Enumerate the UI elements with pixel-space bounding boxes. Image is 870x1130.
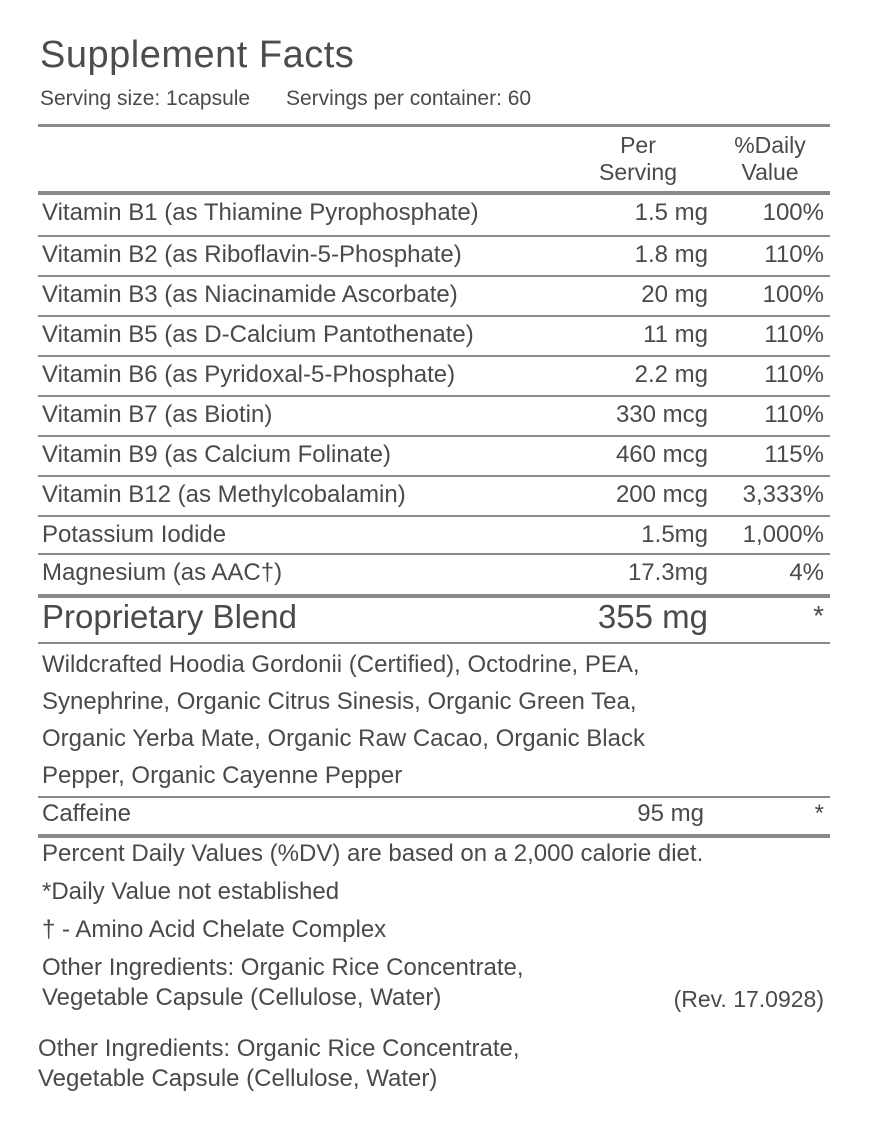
nutrient-name: Vitamin B2 (as Riboflavin-5-Phosphate)	[42, 241, 462, 268]
other-ingredients-block	[38, 1034, 520, 1094]
nutrient-name: Vitamin B3 (as Niacinamide Ascorbate)	[42, 281, 458, 308]
nutrient-amount: 460 mcg	[615, 441, 708, 468]
footnote-percent-dv: Percent Daily Values (%DV) are based on a 2,000 calorie diet.	[42, 840, 704, 867]
col-header-daily-value	[722, 132, 818, 186]
blend-rule	[38, 642, 830, 644]
servings-per-container: Servings per container: 60	[285, 87, 532, 110]
nutrient-daily-value: 3,333%	[742, 481, 824, 508]
top-rule	[38, 124, 830, 127]
blend-amount: 355 mg	[597, 598, 708, 635]
nutrient-name: Vitamin B5 (as D-Calcium Pantothenate)	[42, 321, 474, 348]
nutrient-row	[38, 357, 830, 397]
nutrient-name: Potassium Iodide	[42, 521, 227, 548]
nutrient-daily-value: 100%	[762, 281, 824, 308]
footnote-other-ingredients-line1: Other Ingredients: Organic Rice Concentrate,	[42, 954, 524, 981]
col-header-amount-line1: Per	[620, 132, 656, 158]
nutrient-name: Vitamin B1 (as Thiamine Pyrophosphate)	[42, 199, 479, 226]
nutrient-amount: 1.5 mg	[634, 199, 708, 226]
col-header-dv-line1: %Daily	[734, 132, 806, 158]
nutrient-amount: 200 mcg	[615, 481, 708, 508]
footnote-rule	[38, 834, 830, 838]
nutrient-daily-value: 100%	[762, 199, 824, 226]
nutrient-amount: 2.2 mg	[634, 361, 708, 388]
other-ingredients-line1: Other Ingredients: Organic Rice Concentrate,	[38, 1035, 520, 1062]
nutrient-row	[38, 477, 830, 517]
serving-size: Serving size: 1capsule	[40, 87, 251, 110]
nutrient-amount: 330 mcg	[615, 401, 708, 428]
caffeine-amount: 95 mg	[637, 800, 704, 827]
nutrient-row	[38, 555, 830, 595]
caffeine-name: Caffeine	[42, 800, 131, 827]
nutrient-daily-value: 4%	[789, 559, 824, 586]
nutrient-amount: 17.3mg	[627, 559, 708, 586]
nutrient-amount: 20 mg	[641, 281, 708, 308]
col-header-amount-line2: Serving	[599, 159, 677, 185]
nutrient-daily-value: 115%	[764, 441, 824, 468]
nutrient-row	[38, 195, 830, 235]
serving-info	[40, 87, 531, 111]
blend-ingredients	[42, 646, 822, 794]
caffeine-top-rule	[38, 796, 830, 798]
blend-row	[38, 598, 830, 642]
nutrient-name: Vitamin B9 (as Calcium Folinate)	[42, 441, 392, 468]
nutrient-name: Vitamin B12 (as Methylcobalamin)	[42, 481, 406, 508]
nutrient-daily-value: 110%	[764, 321, 824, 348]
caffeine-dv: *	[814, 800, 824, 827]
nutrient-row	[38, 317, 830, 357]
nutrient-amount: 11 mg	[643, 321, 708, 348]
nutrient-daily-value: 110%	[764, 361, 824, 388]
panel-title: Supplement Facts	[40, 34, 355, 76]
nutrient-name: Vitamin B7 (as Biotin)	[42, 401, 273, 428]
revision-number: (Rev. 17.0928)	[673, 986, 824, 1012]
nutrient-row	[38, 437, 830, 477]
nutrient-row	[38, 237, 830, 277]
nutrient-row	[38, 517, 830, 557]
blend-ingredients-line: Wildcrafted Hoodia Gordonii (Certified), Octodrine, PEA,	[42, 651, 640, 678]
blend-ingredients-line: Synephrine, Organic Citrus Sinesis, Organic Green Tea,	[42, 688, 637, 715]
blend-ingredients-line: Organic Yerba Mate, Organic Raw Cacao, Organic Black	[42, 725, 645, 752]
footnote-other-ingredients-line2: Vegetable Capsule (Cellulose, Water)	[42, 984, 442, 1011]
nutrient-daily-value: 1,000%	[742, 521, 824, 548]
blend-dv: *	[813, 600, 824, 631]
col-header-per-serving	[590, 132, 686, 186]
footnote-dagger: † - Amino Acid Chelate Complex	[42, 916, 387, 943]
nutrient-row	[38, 277, 830, 317]
nutrient-daily-value: 110%	[764, 401, 824, 428]
nutrient-daily-value: 110%	[764, 241, 824, 268]
nutrient-amount: 1.5mg	[641, 521, 708, 548]
blend-name: Proprietary Blend	[42, 598, 297, 635]
blend-ingredients-line: Pepper, Organic Cayenne Pepper	[42, 762, 403, 789]
nutrient-row	[38, 397, 830, 437]
other-ingredients-line2: Vegetable Capsule (Cellulose, Water)	[38, 1065, 438, 1092]
col-header-dv-line2: Value	[741, 159, 799, 185]
nutrient-amount: 1.8 mg	[634, 241, 708, 268]
nutrient-name: Vitamin B6 (as Pyridoxal-5-Phosphate)	[42, 361, 456, 388]
nutrient-name: Magnesium (as AAC†)	[42, 559, 283, 586]
footnote-not-established: *Daily Value not established	[42, 878, 340, 905]
